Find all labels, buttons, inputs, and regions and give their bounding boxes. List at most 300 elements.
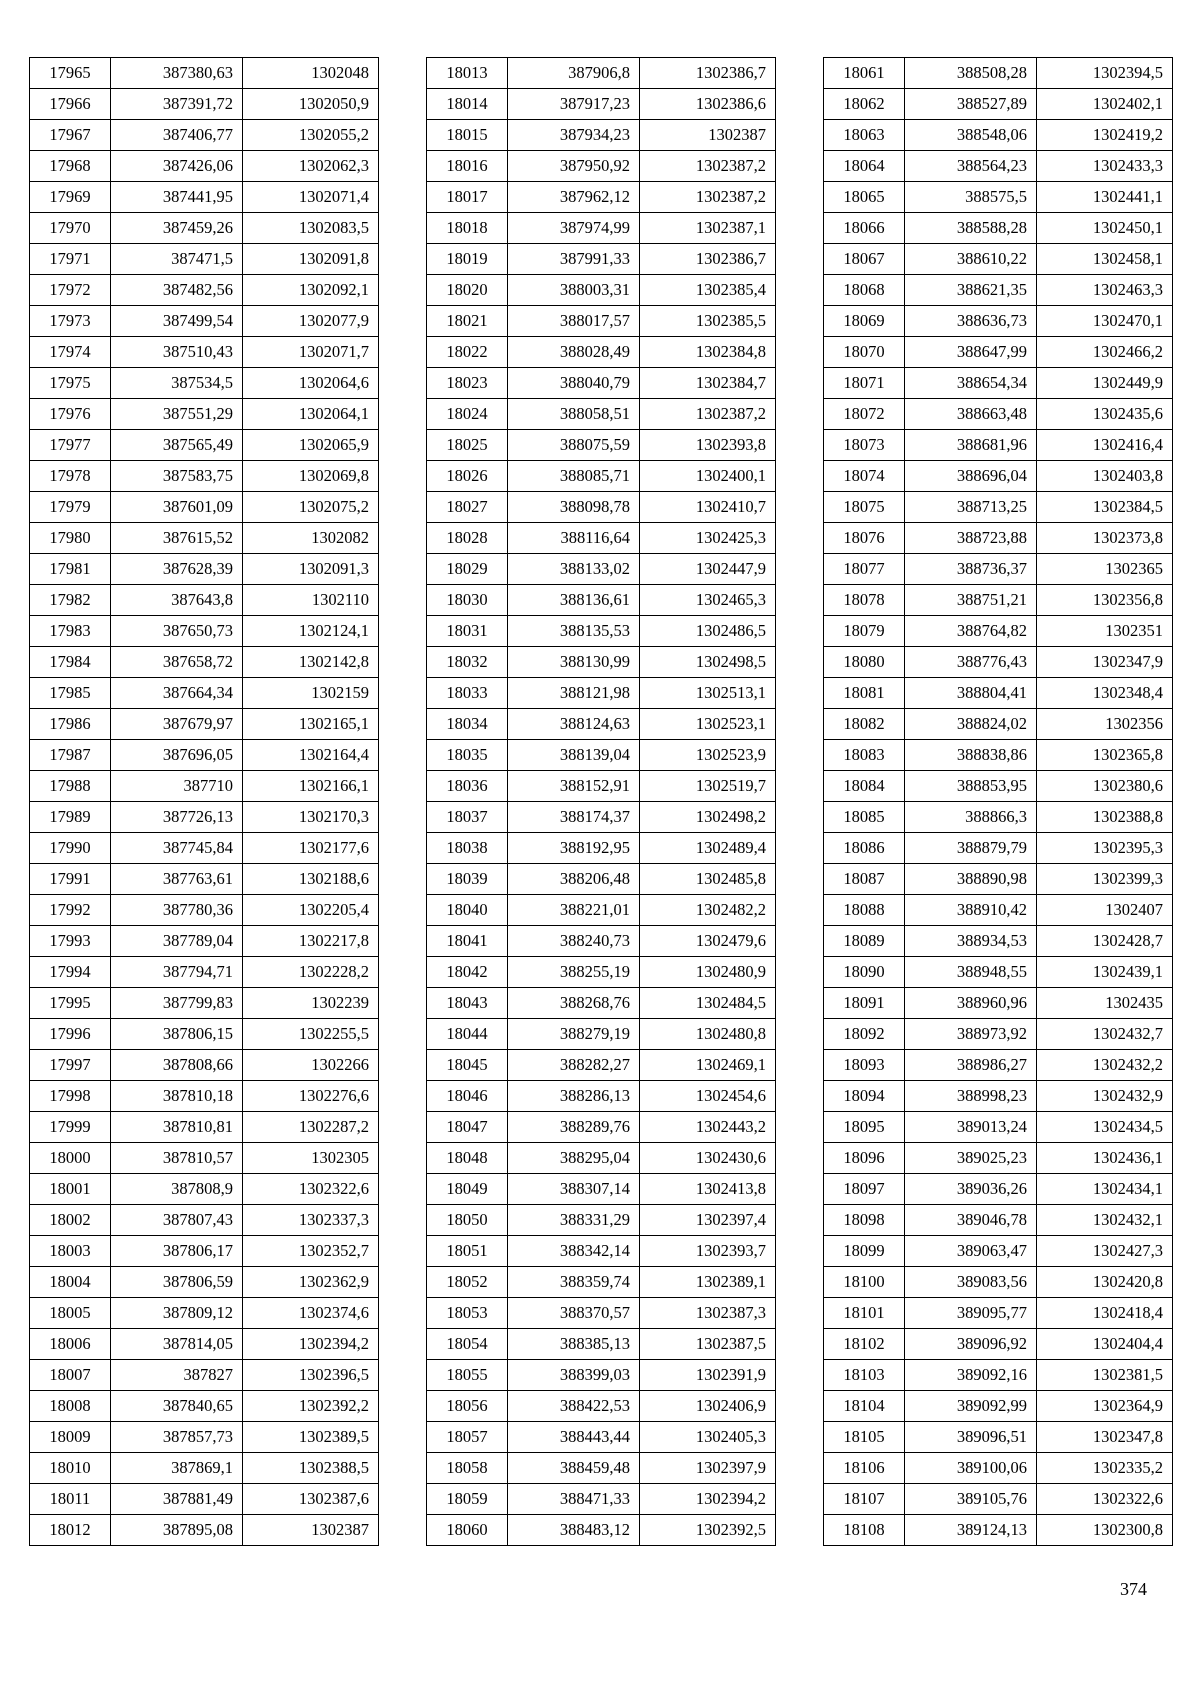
point-number-cell: 17985	[30, 678, 111, 709]
table-body	[427, 58, 776, 1546]
y-coordinate-cell: 1302062,3	[243, 151, 379, 182]
point-number-cell: 18107	[824, 1484, 905, 1515]
table-row	[824, 1267, 1173, 1298]
table-row	[427, 275, 776, 306]
table-row	[824, 1515, 1173, 1546]
table-row	[427, 1515, 776, 1546]
point-number-cell: 18092	[824, 1019, 905, 1050]
table-row	[30, 802, 379, 833]
table-row	[427, 461, 776, 492]
point-number-cell: 18080	[824, 647, 905, 678]
point-number-cell: 18006	[30, 1329, 111, 1360]
table-row	[824, 399, 1173, 430]
table-row	[824, 1298, 1173, 1329]
point-number-cell: 18013	[427, 58, 508, 89]
table-row	[30, 1143, 379, 1174]
table-row	[30, 833, 379, 864]
point-number-cell: 18070	[824, 337, 905, 368]
y-coordinate-cell: 1302373,8	[1037, 523, 1173, 554]
table-row	[824, 461, 1173, 492]
table-row	[30, 1298, 379, 1329]
x-coordinate-cell: 387934,23	[508, 120, 640, 151]
y-coordinate-cell: 1302387,5	[640, 1329, 776, 1360]
table-row	[427, 399, 776, 430]
point-number-cell: 18035	[427, 740, 508, 771]
table-row	[30, 275, 379, 306]
table-row	[824, 957, 1173, 988]
y-coordinate-cell: 1302391,9	[640, 1360, 776, 1391]
x-coordinate-cell: 389124,13	[905, 1515, 1037, 1546]
point-number-cell: 18061	[824, 58, 905, 89]
y-coordinate-cell: 1302064,6	[243, 368, 379, 399]
x-coordinate-cell: 387962,12	[508, 182, 640, 213]
y-coordinate-cell: 1302384,7	[640, 368, 776, 399]
point-number-cell: 18031	[427, 616, 508, 647]
y-coordinate-cell: 1302465,3	[640, 585, 776, 616]
x-coordinate-cell: 388824,02	[905, 709, 1037, 740]
point-number-cell: 17992	[30, 895, 111, 926]
y-coordinate-cell: 1302407	[1037, 895, 1173, 926]
point-number-cell: 18074	[824, 461, 905, 492]
point-number-cell: 18098	[824, 1205, 905, 1236]
x-coordinate-cell: 388575,5	[905, 182, 1037, 213]
x-coordinate-cell: 387857,73	[111, 1422, 243, 1453]
y-coordinate-cell: 1302164,4	[243, 740, 379, 771]
x-coordinate-cell: 389013,24	[905, 1112, 1037, 1143]
x-coordinate-cell: 387658,72	[111, 647, 243, 678]
table-row	[824, 1329, 1173, 1360]
x-coordinate-cell: 388174,37	[508, 802, 640, 833]
y-coordinate-cell: 1302142,8	[243, 647, 379, 678]
y-coordinate-cell: 1302069,8	[243, 461, 379, 492]
y-coordinate-cell: 1302347,8	[1037, 1422, 1173, 1453]
table-row	[824, 1484, 1173, 1515]
y-coordinate-cell: 1302430,6	[640, 1143, 776, 1174]
x-coordinate-cell: 388399,03	[508, 1360, 640, 1391]
y-coordinate-cell: 1302394,2	[243, 1329, 379, 1360]
y-coordinate-cell: 1302413,8	[640, 1174, 776, 1205]
table-row	[824, 1081, 1173, 1112]
table-row	[824, 1360, 1173, 1391]
point-number-cell: 18048	[427, 1143, 508, 1174]
y-coordinate-cell: 1302432,1	[1037, 1205, 1173, 1236]
point-number-cell: 18051	[427, 1236, 508, 1267]
table-row	[427, 244, 776, 275]
x-coordinate-cell: 387780,36	[111, 895, 243, 926]
x-coordinate-cell: 388776,43	[905, 647, 1037, 678]
x-coordinate-cell: 387808,9	[111, 1174, 243, 1205]
table-row	[824, 678, 1173, 709]
y-coordinate-cell: 1302394,5	[1037, 58, 1173, 89]
point-number-cell: 18064	[824, 151, 905, 182]
coordinate-table-2	[426, 57, 776, 1546]
x-coordinate-cell: 387380,63	[111, 58, 243, 89]
x-coordinate-cell: 387499,54	[111, 306, 243, 337]
x-coordinate-cell: 388564,23	[905, 151, 1037, 182]
x-coordinate-cell: 387808,66	[111, 1050, 243, 1081]
y-coordinate-cell: 1302410,7	[640, 492, 776, 523]
table-row	[824, 554, 1173, 585]
y-coordinate-cell: 1302450,1	[1037, 213, 1173, 244]
x-coordinate-cell: 388359,74	[508, 1267, 640, 1298]
y-coordinate-cell: 1302217,8	[243, 926, 379, 957]
table-row	[427, 1081, 776, 1112]
table-row	[427, 1453, 776, 1484]
y-coordinate-cell: 1302092,1	[243, 275, 379, 306]
y-coordinate-cell: 1302498,2	[640, 802, 776, 833]
x-coordinate-cell: 388139,04	[508, 740, 640, 771]
x-coordinate-cell: 387809,12	[111, 1298, 243, 1329]
x-coordinate-cell: 388268,76	[508, 988, 640, 1019]
table-row	[427, 1298, 776, 1329]
x-coordinate-cell: 388152,91	[508, 771, 640, 802]
table-row	[427, 1205, 776, 1236]
point-number-cell: 18072	[824, 399, 905, 430]
table-row	[30, 1081, 379, 1112]
point-number-cell: 18050	[427, 1205, 508, 1236]
point-number-cell: 18063	[824, 120, 905, 151]
point-number-cell: 18004	[30, 1267, 111, 1298]
y-coordinate-cell: 1302322,6	[243, 1174, 379, 1205]
x-coordinate-cell: 387406,77	[111, 120, 243, 151]
table-row	[30, 89, 379, 120]
y-coordinate-cell: 1302124,1	[243, 616, 379, 647]
table-row	[824, 1422, 1173, 1453]
x-coordinate-cell: 387471,5	[111, 244, 243, 275]
y-coordinate-cell: 1302387,2	[640, 182, 776, 213]
y-coordinate-cell: 1302266	[243, 1050, 379, 1081]
y-coordinate-cell: 1302387,1	[640, 213, 776, 244]
y-coordinate-cell: 1302386,7	[640, 58, 776, 89]
x-coordinate-cell: 389063,47	[905, 1236, 1037, 1267]
y-coordinate-cell: 1302523,1	[640, 709, 776, 740]
x-coordinate-cell: 388206,48	[508, 864, 640, 895]
x-coordinate-cell: 388838,86	[905, 740, 1037, 771]
point-number-cell: 17996	[30, 1019, 111, 1050]
point-number-cell: 18093	[824, 1050, 905, 1081]
table-row	[427, 802, 776, 833]
x-coordinate-cell: 388736,37	[905, 554, 1037, 585]
x-coordinate-cell: 387679,97	[111, 709, 243, 740]
y-coordinate-cell: 1302523,9	[640, 740, 776, 771]
x-coordinate-cell: 387664,34	[111, 678, 243, 709]
point-number-cell: 17975	[30, 368, 111, 399]
y-coordinate-cell: 1302300,8	[1037, 1515, 1173, 1546]
point-number-cell: 17997	[30, 1050, 111, 1081]
point-number-cell: 18039	[427, 864, 508, 895]
y-coordinate-cell: 1302389,5	[243, 1422, 379, 1453]
table-row	[824, 895, 1173, 926]
table-row	[824, 740, 1173, 771]
point-number-cell: 18019	[427, 244, 508, 275]
y-coordinate-cell: 1302454,6	[640, 1081, 776, 1112]
point-number-cell: 18057	[427, 1422, 508, 1453]
y-coordinate-cell: 1302352,7	[243, 1236, 379, 1267]
y-coordinate-cell: 1302392,2	[243, 1391, 379, 1422]
point-number-cell: 18047	[427, 1112, 508, 1143]
y-coordinate-cell: 1302287,2	[243, 1112, 379, 1143]
y-coordinate-cell: 1302395,3	[1037, 833, 1173, 864]
table-row	[30, 1453, 379, 1484]
x-coordinate-cell: 388098,78	[508, 492, 640, 523]
y-coordinate-cell: 1302432,7	[1037, 1019, 1173, 1050]
table-row	[427, 1174, 776, 1205]
point-number-cell: 18066	[824, 213, 905, 244]
point-number-cell: 18018	[427, 213, 508, 244]
table-row	[824, 926, 1173, 957]
x-coordinate-cell: 387806,15	[111, 1019, 243, 1050]
table-row	[30, 988, 379, 1019]
y-coordinate-cell: 1302387,3	[640, 1298, 776, 1329]
x-coordinate-cell: 388696,04	[905, 461, 1037, 492]
x-coordinate-cell: 387551,29	[111, 399, 243, 430]
table-row	[30, 368, 379, 399]
y-coordinate-cell: 1302482,2	[640, 895, 776, 926]
y-coordinate-cell: 1302381,5	[1037, 1360, 1173, 1391]
table-row	[30, 709, 379, 740]
x-coordinate-cell: 387710	[111, 771, 243, 802]
point-number-cell: 18001	[30, 1174, 111, 1205]
point-number-cell: 17969	[30, 182, 111, 213]
point-number-cell: 18090	[824, 957, 905, 988]
table-row	[427, 213, 776, 244]
point-number-cell: 18030	[427, 585, 508, 616]
x-coordinate-cell: 388866,3	[905, 802, 1037, 833]
table-row	[30, 1360, 379, 1391]
point-number-cell: 17966	[30, 89, 111, 120]
table-row	[824, 275, 1173, 306]
x-coordinate-cell: 387601,09	[111, 492, 243, 523]
x-coordinate-cell: 388548,06	[905, 120, 1037, 151]
y-coordinate-cell: 1302433,3	[1037, 151, 1173, 182]
x-coordinate-cell: 388804,41	[905, 678, 1037, 709]
point-number-cell: 18078	[824, 585, 905, 616]
y-coordinate-cell: 1302434,5	[1037, 1112, 1173, 1143]
x-coordinate-cell: 389100,06	[905, 1453, 1037, 1484]
table-row	[427, 151, 776, 182]
point-number-cell: 18027	[427, 492, 508, 523]
point-number-cell: 18069	[824, 306, 905, 337]
point-number-cell: 17984	[30, 647, 111, 678]
table-row	[427, 430, 776, 461]
table-row	[427, 709, 776, 740]
table-body	[824, 58, 1173, 1546]
table-row	[824, 802, 1173, 833]
point-number-cell: 18024	[427, 399, 508, 430]
x-coordinate-cell: 388681,96	[905, 430, 1037, 461]
x-coordinate-cell: 388853,95	[905, 771, 1037, 802]
point-number-cell: 18009	[30, 1422, 111, 1453]
point-number-cell: 18094	[824, 1081, 905, 1112]
x-coordinate-cell: 387726,13	[111, 802, 243, 833]
point-number-cell: 18108	[824, 1515, 905, 1546]
point-number-cell: 18085	[824, 802, 905, 833]
x-coordinate-cell: 388910,42	[905, 895, 1037, 926]
point-number-cell: 18095	[824, 1112, 905, 1143]
table-row	[427, 1329, 776, 1360]
x-coordinate-cell: 387615,52	[111, 523, 243, 554]
table-row	[427, 368, 776, 399]
table-row	[30, 771, 379, 802]
x-coordinate-cell: 388370,57	[508, 1298, 640, 1329]
y-coordinate-cell: 1302071,4	[243, 182, 379, 213]
x-coordinate-cell: 388289,76	[508, 1112, 640, 1143]
x-coordinate-cell: 387895,08	[111, 1515, 243, 1546]
table-row	[30, 306, 379, 337]
x-coordinate-cell: 387806,17	[111, 1236, 243, 1267]
table-row	[824, 1453, 1173, 1484]
x-coordinate-cell: 388124,63	[508, 709, 640, 740]
table-row	[427, 120, 776, 151]
table-row	[427, 1112, 776, 1143]
table-row	[824, 213, 1173, 244]
y-coordinate-cell: 1302082	[243, 523, 379, 554]
table-row	[824, 523, 1173, 554]
point-number-cell: 18020	[427, 275, 508, 306]
point-number-cell: 18105	[824, 1422, 905, 1453]
table-row	[30, 151, 379, 182]
y-coordinate-cell: 1302362,9	[243, 1267, 379, 1298]
x-coordinate-cell: 387426,06	[111, 151, 243, 182]
table-row	[30, 1391, 379, 1422]
y-coordinate-cell: 1302519,7	[640, 771, 776, 802]
point-number-cell: 17999	[30, 1112, 111, 1143]
x-coordinate-cell: 387459,26	[111, 213, 243, 244]
x-coordinate-cell: 387745,84	[111, 833, 243, 864]
point-number-cell: 18034	[427, 709, 508, 740]
point-number-cell: 18097	[824, 1174, 905, 1205]
table-row	[30, 616, 379, 647]
point-number-cell: 18099	[824, 1236, 905, 1267]
y-coordinate-cell: 1302484,5	[640, 988, 776, 1019]
y-coordinate-cell: 1302386,6	[640, 89, 776, 120]
table-row	[824, 89, 1173, 120]
point-number-cell: 18079	[824, 616, 905, 647]
y-coordinate-cell: 1302387,2	[640, 399, 776, 430]
point-number-cell: 17972	[30, 275, 111, 306]
y-coordinate-cell: 1302463,3	[1037, 275, 1173, 306]
x-coordinate-cell: 388443,44	[508, 1422, 640, 1453]
x-coordinate-cell: 389083,56	[905, 1267, 1037, 1298]
point-number-cell: 17998	[30, 1081, 111, 1112]
coordinate-table-3	[823, 57, 1173, 1546]
y-coordinate-cell: 1302466,2	[1037, 337, 1173, 368]
x-coordinate-cell: 388459,48	[508, 1453, 640, 1484]
table-row	[30, 244, 379, 275]
point-number-cell: 17993	[30, 926, 111, 957]
table-row	[30, 1019, 379, 1050]
point-number-cell: 17965	[30, 58, 111, 89]
x-coordinate-cell: 388279,19	[508, 1019, 640, 1050]
point-number-cell: 18015	[427, 120, 508, 151]
point-number-cell: 18012	[30, 1515, 111, 1546]
point-number-cell: 18102	[824, 1329, 905, 1360]
table-row	[30, 1267, 379, 1298]
y-coordinate-cell: 1302385,5	[640, 306, 776, 337]
y-coordinate-cell: 1302396,5	[243, 1360, 379, 1391]
table-row	[427, 957, 776, 988]
x-coordinate-cell: 388960,96	[905, 988, 1037, 1019]
y-coordinate-cell: 1302159	[243, 678, 379, 709]
x-coordinate-cell: 388342,14	[508, 1236, 640, 1267]
point-number-cell: 17979	[30, 492, 111, 523]
y-coordinate-cell: 1302205,4	[243, 895, 379, 926]
point-number-cell: 17976	[30, 399, 111, 430]
point-number-cell: 18089	[824, 926, 905, 957]
table-row	[427, 492, 776, 523]
coordinate-table-1	[29, 57, 379, 1546]
point-number-cell: 18005	[30, 1298, 111, 1329]
point-number-cell: 18029	[427, 554, 508, 585]
point-number-cell: 18106	[824, 1453, 905, 1484]
point-number-cell: 17970	[30, 213, 111, 244]
point-number-cell: 17988	[30, 771, 111, 802]
point-number-cell: 18036	[427, 771, 508, 802]
x-coordinate-cell: 387696,05	[111, 740, 243, 771]
y-coordinate-cell: 1302443,2	[640, 1112, 776, 1143]
y-coordinate-cell: 1302416,4	[1037, 430, 1173, 461]
table-row	[30, 740, 379, 771]
x-coordinate-cell: 387794,71	[111, 957, 243, 988]
point-number-cell: 18014	[427, 89, 508, 120]
y-coordinate-cell: 1302055,2	[243, 120, 379, 151]
y-coordinate-cell: 1302110	[243, 585, 379, 616]
x-coordinate-cell: 388192,95	[508, 833, 640, 864]
point-number-cell: 18060	[427, 1515, 508, 1546]
point-number-cell: 18096	[824, 1143, 905, 1174]
y-coordinate-cell: 1302392,5	[640, 1515, 776, 1546]
point-number-cell: 18055	[427, 1360, 508, 1391]
y-coordinate-cell: 1302397,4	[640, 1205, 776, 1236]
x-coordinate-cell: 388221,01	[508, 895, 640, 926]
point-number-cell: 18081	[824, 678, 905, 709]
table-body	[30, 58, 379, 1546]
point-number-cell: 18025	[427, 430, 508, 461]
table-row	[30, 585, 379, 616]
table-row	[30, 678, 379, 709]
x-coordinate-cell: 389092,99	[905, 1391, 1037, 1422]
x-coordinate-cell: 387806,59	[111, 1267, 243, 1298]
table-row	[824, 306, 1173, 337]
point-number-cell: 18068	[824, 275, 905, 306]
x-coordinate-cell: 387799,83	[111, 988, 243, 1019]
table-row	[427, 1019, 776, 1050]
y-coordinate-cell: 1302365,8	[1037, 740, 1173, 771]
y-coordinate-cell: 1302091,3	[243, 554, 379, 585]
table-row	[824, 58, 1173, 89]
point-number-cell: 18041	[427, 926, 508, 957]
x-coordinate-cell: 388075,59	[508, 430, 640, 461]
table-row	[30, 58, 379, 89]
y-coordinate-cell: 1302356,8	[1037, 585, 1173, 616]
y-coordinate-cell: 1302470,1	[1037, 306, 1173, 337]
y-coordinate-cell: 1302239	[243, 988, 379, 1019]
y-coordinate-cell: 1302393,8	[640, 430, 776, 461]
point-number-cell: 18043	[427, 988, 508, 1019]
y-coordinate-cell: 1302480,8	[640, 1019, 776, 1050]
x-coordinate-cell: 387881,49	[111, 1484, 243, 1515]
y-coordinate-cell: 1302276,6	[243, 1081, 379, 1112]
point-number-cell: 18054	[427, 1329, 508, 1360]
y-coordinate-cell: 1302228,2	[243, 957, 379, 988]
table-row	[824, 771, 1173, 802]
y-coordinate-cell: 1302394,2	[640, 1484, 776, 1515]
table-row	[30, 523, 379, 554]
point-number-cell: 18065	[824, 182, 905, 213]
x-coordinate-cell: 388136,61	[508, 585, 640, 616]
table-row	[30, 1050, 379, 1081]
y-coordinate-cell: 1302441,1	[1037, 182, 1173, 213]
